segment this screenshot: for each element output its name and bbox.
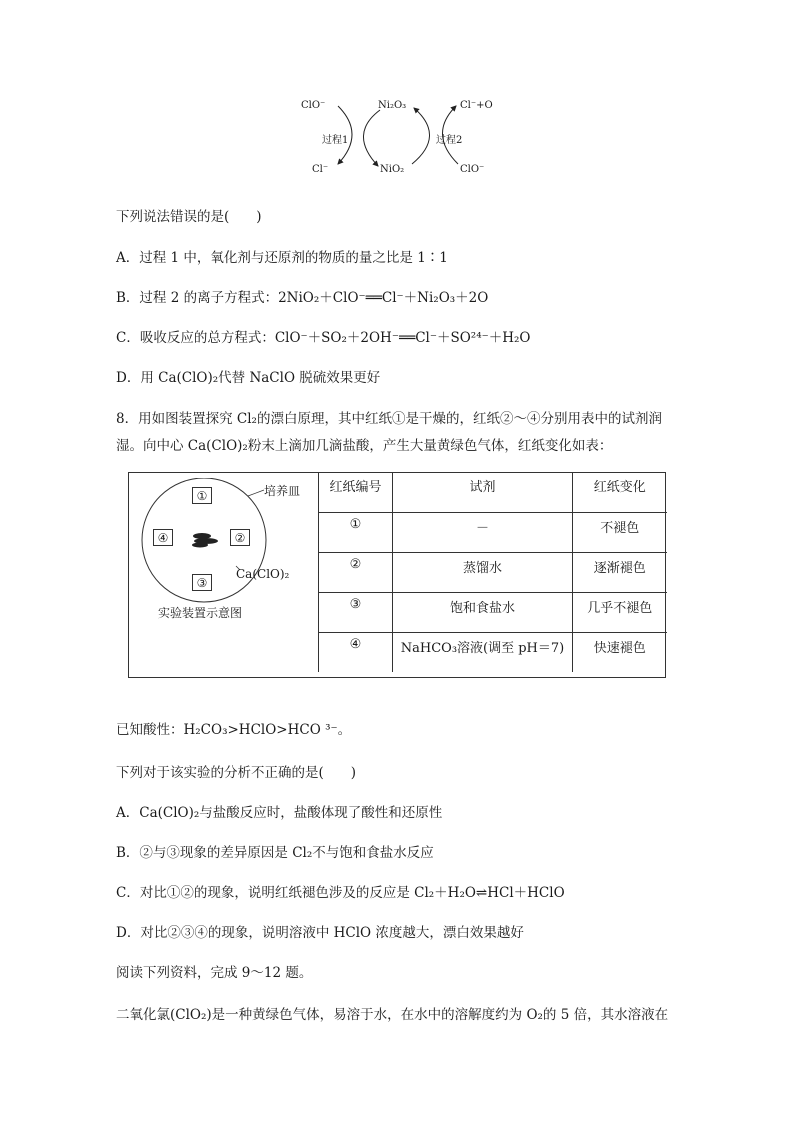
- table-header-row: [319, 472, 667, 512]
- cycle-nio2: NiO₂: [380, 164, 405, 175]
- table-cell: ②: [319, 552, 393, 592]
- table-cell: 逐渐褪色: [573, 552, 667, 592]
- table-row: [319, 512, 667, 552]
- paper-box-1: ①: [192, 487, 212, 504]
- table-cell: 饱和食盐水: [393, 592, 573, 632]
- reading-intro: 阅读下列资料，完成 9～12 题。: [116, 965, 313, 981]
- table-cell: 蒸馏水: [393, 552, 573, 592]
- acidity-note: 已知酸性：H₂CO₃>HClO>HCO ³⁻。: [116, 722, 352, 738]
- q8-option-d: D．对比②③④的现象，说明溶液中 HClO 浓度越大，漂白效果越好: [116, 925, 524, 941]
- dish-label: 培养皿: [264, 484, 301, 498]
- q7-prompt: 下列说法错误的是( ): [116, 209, 262, 225]
- cycle-cl-o: Cl⁻+O: [460, 100, 493, 111]
- q7-option-a: A．过程 1 中，氧化剂与还原剂的物质的量之比是 1∶1: [116, 250, 448, 266]
- cycle-ni2o3: Ni₂O₃: [378, 100, 407, 111]
- paper-box-4: ④: [153, 529, 173, 546]
- table-cell: 快速褪色: [573, 632, 667, 672]
- cycle-clo-top-left: ClO⁻: [301, 100, 326, 111]
- q8-option-a: A．Ca(ClO)₂与盐酸反应时，盐酸体现了酸性和还原性: [116, 805, 443, 821]
- table-cell: －: [393, 512, 573, 552]
- table-cell: 不褪色: [573, 512, 667, 552]
- table-cell: ③: [319, 592, 393, 632]
- cycle-process-2: 过程2: [436, 135, 463, 146]
- powder-pile: [192, 533, 218, 548]
- q8-option-c: C．对比①②的现象，说明红纸褪色涉及的反应是 Cl₂＋H₂O⇌HCl＋HClO: [116, 885, 565, 901]
- paper-box-2: ②: [230, 529, 250, 546]
- table-row: [319, 552, 667, 592]
- table-cell: ④: [319, 632, 393, 672]
- cycle-process-1: 过程1: [322, 135, 349, 146]
- header-change: 红纸变化: [573, 472, 667, 512]
- reading-paragraph: 二氧化氯(ClO₂)是一种黄绿色气体，易溶于水，在水中的溶解度约为 O₂的 5 倍，其水溶液在: [116, 1007, 669, 1023]
- diagram-caption: 实验装置示意图: [158, 606, 243, 620]
- table-cell: NaHCO₃溶液(调至 pH＝7): [393, 632, 573, 672]
- cycle-cl-bottom-left: Cl⁻: [312, 164, 329, 175]
- table-row: [319, 592, 667, 632]
- header-reagent: 试剂: [393, 472, 573, 512]
- table-row: [319, 632, 667, 672]
- q7-option-c: C．吸收反应的总方程式：ClO⁻＋SO₂＋2OH⁻══Cl⁻＋SO²⁴⁻＋H₂O: [116, 330, 531, 346]
- q8-stem-line-2: 湿。向中心 Ca(ClO)₂粉末上滴加几滴盐酸，产生大量黄绿色气体，红纸变化如表：: [116, 438, 613, 454]
- q7-option-b: B．过程 2 的离子方程式：2NiO₂＋ClO⁻══Cl⁻＋Ni₂O₃＋2O: [116, 290, 489, 306]
- paper-box-3: ③: [192, 574, 212, 591]
- q7-option-d: D．用 Ca(ClO)₂代替 NaClO 脱硫效果更好: [116, 370, 381, 386]
- table-cell: ①: [319, 512, 393, 552]
- q8-option-b: B．②与③现象的差异原因是 Cl₂不与饱和食盐水反应: [116, 845, 434, 861]
- q8-stem-line-1: 8．用如图装置探究 Cl₂的漂白原理，其中红纸①是干燥的，红纸②～④分别用表中的试剂润: [116, 411, 662, 427]
- table-cell: 几乎不褪色: [573, 592, 667, 632]
- powder-label: Ca(ClO)₂: [236, 567, 290, 581]
- cycle-clo-bottom-right: ClO⁻: [460, 164, 485, 175]
- header-paper-no: 红纸编号: [319, 472, 393, 512]
- q8-prompt: 下列对于该实验的分析不正确的是( ): [116, 765, 357, 781]
- paper-change-table: [318, 472, 667, 672]
